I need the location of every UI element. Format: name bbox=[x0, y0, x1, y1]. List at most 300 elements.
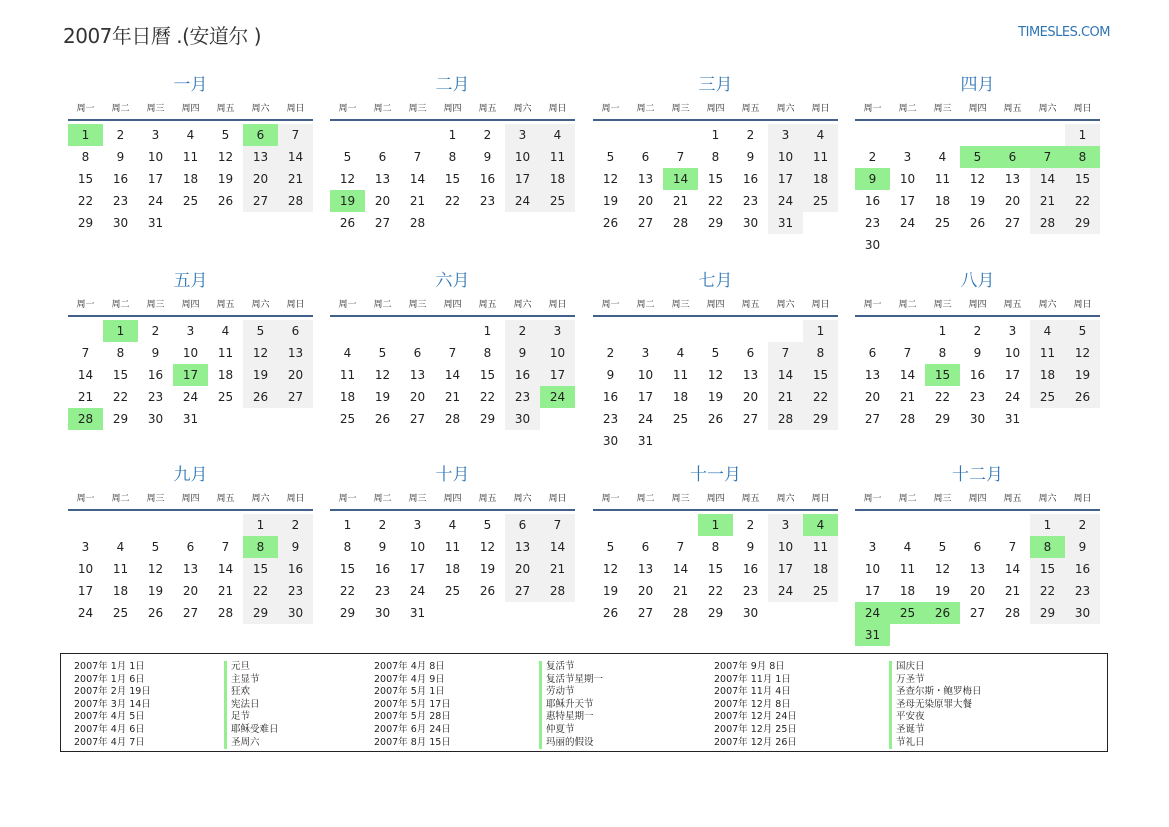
day-cell[interactable]: 11 bbox=[803, 536, 838, 558]
day-cell[interactable]: 21 bbox=[217, 584, 234, 598]
day-cell[interactable]: 20 bbox=[637, 584, 654, 598]
day-cell[interactable]: 27 bbox=[182, 606, 199, 620]
day-cell[interactable]: 1 bbox=[1065, 124, 1100, 146]
day-cell[interactable]: 31 bbox=[409, 606, 426, 620]
day-cell[interactable]: 8 bbox=[483, 346, 492, 360]
day-cell[interactable]: 6 bbox=[413, 346, 422, 360]
day-cell[interactable]: 22 bbox=[444, 194, 461, 208]
day-cell[interactable]: 23 bbox=[479, 194, 496, 208]
day-cell[interactable]: 22 bbox=[77, 194, 94, 208]
day-cell[interactable]: 7 bbox=[768, 342, 803, 364]
day-cell[interactable]: 22 bbox=[1030, 580, 1065, 602]
day-cell[interactable]: 2 bbox=[868, 150, 877, 164]
day-cell[interactable]: 29 bbox=[243, 602, 278, 624]
day-cell[interactable]: 2 bbox=[483, 128, 492, 142]
day-cell[interactable]: 4 bbox=[186, 128, 195, 142]
day-cell[interactable]: 2 bbox=[278, 514, 313, 536]
day-cell[interactable]: 29 bbox=[339, 606, 356, 620]
day-cell[interactable]: 8 bbox=[116, 346, 125, 360]
day-cell[interactable]: 20 bbox=[374, 194, 391, 208]
day-cell[interactable]: 27 bbox=[742, 412, 759, 426]
day-cell[interactable]: 2 bbox=[746, 518, 755, 532]
day-cell[interactable]: 8 bbox=[343, 540, 352, 554]
day-cell[interactable]: 30 bbox=[742, 216, 759, 230]
day-cell[interactable]: 23 bbox=[374, 584, 391, 598]
day-cell[interactable]: 3 bbox=[903, 150, 912, 164]
day-cell[interactable]: 13 bbox=[243, 146, 278, 168]
day-cell[interactable]: 21 bbox=[77, 390, 94, 404]
day-cell[interactable]: 5 bbox=[938, 540, 947, 554]
day-cell[interactable]: 4 bbox=[221, 324, 230, 338]
day-cell[interactable]: 14 bbox=[1004, 562, 1021, 576]
day-cell[interactable]: 7 bbox=[676, 150, 685, 164]
day-cell[interactable]: 5 bbox=[960, 146, 995, 168]
day-cell[interactable]: 24 bbox=[505, 190, 540, 212]
day-cell[interactable]: 3 bbox=[768, 514, 803, 536]
day-cell[interactable]: 24 bbox=[77, 606, 94, 620]
day-cell[interactable]: 26 bbox=[339, 216, 356, 230]
day-cell[interactable]: 23 bbox=[742, 584, 759, 598]
day-cell[interactable]: 12 bbox=[217, 150, 234, 164]
day-cell[interactable]: 28 bbox=[540, 580, 575, 602]
day-cell[interactable]: 20 bbox=[243, 168, 278, 190]
day-cell[interactable]: 31 bbox=[1004, 412, 1021, 426]
day-cell[interactable]: 26 bbox=[707, 412, 724, 426]
day-cell[interactable]: 1 bbox=[711, 128, 720, 142]
day-cell[interactable]: 15 bbox=[1030, 558, 1065, 580]
day-cell[interactable]: 29 bbox=[707, 606, 724, 620]
day-cell[interactable]: 2 bbox=[606, 346, 615, 360]
day-cell[interactable]: 17 bbox=[1004, 368, 1021, 382]
day-cell[interactable]: 5 bbox=[151, 540, 160, 554]
day-cell[interactable]: 11 bbox=[803, 146, 838, 168]
day-cell[interactable]: 17 bbox=[77, 584, 94, 598]
day-cell[interactable]: 18 bbox=[182, 172, 199, 186]
day-cell[interactable]: 7 bbox=[413, 150, 422, 164]
day-cell[interactable]: 26 bbox=[217, 194, 234, 208]
day-cell[interactable]: 30 bbox=[1065, 602, 1100, 624]
day-cell[interactable]: 24 bbox=[182, 390, 199, 404]
day-cell[interactable]: 13 bbox=[374, 172, 391, 186]
day-cell[interactable]: 14 bbox=[672, 562, 689, 576]
day-cell[interactable]: 18 bbox=[934, 194, 951, 208]
day-cell[interactable]: 17 bbox=[147, 172, 164, 186]
day-cell[interactable]: 1 bbox=[1030, 514, 1065, 536]
day-cell[interactable]: 24 bbox=[768, 580, 803, 602]
day-cell[interactable]: 13 bbox=[969, 562, 986, 576]
day-cell[interactable]: 26 bbox=[147, 606, 164, 620]
day-cell[interactable]: 14 bbox=[444, 368, 461, 382]
day-cell[interactable]: 23 bbox=[112, 194, 129, 208]
day-cell[interactable]: 18 bbox=[803, 558, 838, 580]
day-cell[interactable]: 26 bbox=[602, 216, 619, 230]
day-cell[interactable]: 3 bbox=[868, 540, 877, 554]
day-cell[interactable]: 29 bbox=[803, 408, 838, 430]
day-cell[interactable]: 22 bbox=[479, 390, 496, 404]
day-cell[interactable]: 28 bbox=[278, 190, 313, 212]
day-cell[interactable]: 7 bbox=[221, 540, 230, 554]
day-cell[interactable]: 24 bbox=[147, 194, 164, 208]
day-cell[interactable]: 15 bbox=[479, 368, 496, 382]
day-cell[interactable]: 29 bbox=[1030, 602, 1065, 624]
day-cell[interactable]: 19 bbox=[602, 194, 619, 208]
day-cell[interactable]: 17 bbox=[505, 168, 540, 190]
day-cell[interactable]: 6 bbox=[641, 540, 650, 554]
day-cell[interactable]: 25 bbox=[890, 602, 925, 624]
day-cell[interactable]: 11 bbox=[1030, 342, 1065, 364]
day-cell[interactable]: 12 bbox=[934, 562, 951, 576]
day-cell[interactable]: 25 bbox=[444, 584, 461, 598]
day-cell[interactable]: 16 bbox=[147, 368, 164, 382]
day-cell[interactable]: 1 bbox=[243, 514, 278, 536]
day-cell[interactable]: 22 bbox=[243, 580, 278, 602]
day-cell[interactable]: 20 bbox=[969, 584, 986, 598]
day-cell[interactable]: 12 bbox=[374, 368, 391, 382]
day-cell[interactable]: 3 bbox=[768, 124, 803, 146]
day-cell[interactable]: 23 bbox=[147, 390, 164, 404]
day-cell[interactable]: 12 bbox=[339, 172, 356, 186]
day-cell[interactable]: 30 bbox=[742, 606, 759, 620]
day-cell[interactable]: 9 bbox=[278, 536, 313, 558]
day-cell[interactable]: 18 bbox=[672, 390, 689, 404]
day-cell[interactable]: 26 bbox=[479, 584, 496, 598]
day-cell[interactable]: 9 bbox=[855, 168, 890, 190]
day-cell[interactable]: 15 bbox=[707, 562, 724, 576]
day-cell[interactable]: 28 bbox=[768, 408, 803, 430]
day-cell[interactable]: 8 bbox=[448, 150, 457, 164]
day-cell[interactable]: 30 bbox=[278, 602, 313, 624]
day-cell[interactable]: 2 bbox=[746, 128, 755, 142]
day-cell[interactable]: 8 bbox=[243, 536, 278, 558]
day-cell[interactable]: 5 bbox=[243, 320, 278, 342]
day-cell[interactable]: 4 bbox=[903, 540, 912, 554]
day-cell[interactable]: 8 bbox=[1030, 536, 1065, 558]
day-cell[interactable]: 16 bbox=[742, 172, 759, 186]
day-cell[interactable]: 8 bbox=[803, 342, 838, 364]
day-cell[interactable]: 21 bbox=[1004, 584, 1021, 598]
day-cell[interactable]: 3 bbox=[186, 324, 195, 338]
day-cell[interactable]: 15 bbox=[243, 558, 278, 580]
day-cell[interactable]: 5 bbox=[483, 518, 492, 532]
day-cell[interactable]: 8 bbox=[711, 540, 720, 554]
day-cell[interactable]: 30 bbox=[112, 216, 129, 230]
day-cell[interactable]: 24 bbox=[540, 386, 575, 408]
day-cell[interactable]: 27 bbox=[409, 412, 426, 426]
day-cell[interactable]: 11 bbox=[934, 172, 951, 186]
day-cell[interactable]: 4 bbox=[448, 518, 457, 532]
day-cell[interactable]: 19 bbox=[243, 364, 278, 386]
day-cell[interactable]: 10 bbox=[637, 368, 654, 382]
day-cell[interactable]: 13 bbox=[742, 368, 759, 382]
day-cell[interactable]: 19 bbox=[147, 584, 164, 598]
day-cell[interactable]: 1 bbox=[938, 324, 947, 338]
day-cell[interactable]: 4 bbox=[116, 540, 125, 554]
day-cell[interactable]: 20 bbox=[637, 194, 654, 208]
day-cell[interactable]: 20 bbox=[182, 584, 199, 598]
day-cell[interactable]: 22 bbox=[707, 584, 724, 598]
day-cell[interactable]: 3 bbox=[81, 540, 90, 554]
day-cell[interactable]: 14 bbox=[409, 172, 426, 186]
day-cell[interactable]: 16 bbox=[374, 562, 391, 576]
day-cell[interactable]: 16 bbox=[505, 364, 540, 386]
day-cell[interactable]: 10 bbox=[540, 342, 575, 364]
day-cell[interactable]: 5 bbox=[606, 540, 615, 554]
day-cell[interactable]: 3 bbox=[413, 518, 422, 532]
day-cell[interactable]: 3 bbox=[505, 124, 540, 146]
day-cell[interactable]: 25 bbox=[217, 390, 234, 404]
day-cell[interactable]: 7 bbox=[540, 514, 575, 536]
day-cell[interactable]: 14 bbox=[77, 368, 94, 382]
day-cell[interactable]: 5 bbox=[221, 128, 230, 142]
day-cell[interactable]: 4 bbox=[1030, 320, 1065, 342]
day-cell[interactable]: 16 bbox=[864, 194, 881, 208]
day-cell[interactable]: 24 bbox=[768, 190, 803, 212]
day-cell[interactable]: 19 bbox=[1065, 364, 1100, 386]
day-cell[interactable]: 19 bbox=[374, 390, 391, 404]
day-cell[interactable]: 9 bbox=[378, 540, 387, 554]
day-cell[interactable]: 9 bbox=[483, 150, 492, 164]
day-cell[interactable]: 8 bbox=[81, 150, 90, 164]
day-cell[interactable]: 7 bbox=[903, 346, 912, 360]
day-cell[interactable]: 20 bbox=[864, 390, 881, 404]
day-cell[interactable]: 4 bbox=[803, 124, 838, 146]
day-cell[interactable]: 11 bbox=[182, 150, 199, 164]
day-cell[interactable]: 27 bbox=[278, 386, 313, 408]
day-cell[interactable]: 16 bbox=[1065, 558, 1100, 580]
day-cell[interactable]: 27 bbox=[505, 580, 540, 602]
day-cell[interactable]: 7 bbox=[448, 346, 457, 360]
day-cell[interactable]: 24 bbox=[899, 216, 916, 230]
day-cell[interactable]: 11 bbox=[217, 346, 234, 360]
day-cell[interactable]: 26 bbox=[602, 606, 619, 620]
day-cell[interactable]: 25 bbox=[112, 606, 129, 620]
day-cell[interactable]: 25 bbox=[540, 190, 575, 212]
day-cell[interactable]: 4 bbox=[540, 124, 575, 146]
day-cell[interactable]: 28 bbox=[672, 216, 689, 230]
day-cell[interactable]: 17 bbox=[864, 584, 881, 598]
day-cell[interactable]: 10 bbox=[1004, 346, 1021, 360]
day-cell[interactable]: 4 bbox=[343, 346, 352, 360]
day-cell[interactable]: 25 bbox=[803, 190, 838, 212]
day-cell[interactable]: 31 bbox=[182, 412, 199, 426]
day-cell[interactable]: 31 bbox=[147, 216, 164, 230]
day-cell[interactable]: 10 bbox=[77, 562, 94, 576]
day-cell[interactable]: 26 bbox=[969, 216, 986, 230]
day-cell[interactable]: 12 bbox=[969, 172, 986, 186]
day-cell[interactable]: 25 bbox=[803, 580, 838, 602]
day-cell[interactable]: 14 bbox=[768, 364, 803, 386]
day-cell[interactable]: 18 bbox=[217, 368, 234, 382]
day-cell[interactable]: 6 bbox=[995, 146, 1030, 168]
day-cell[interactable]: 25 bbox=[934, 216, 951, 230]
day-cell[interactable]: 30 bbox=[602, 434, 619, 448]
day-cell[interactable]: 16 bbox=[278, 558, 313, 580]
day-cell[interactable]: 10 bbox=[182, 346, 199, 360]
day-cell[interactable]: 12 bbox=[602, 562, 619, 576]
day-cell[interactable]: 6 bbox=[186, 540, 195, 554]
day-cell[interactable]: 12 bbox=[147, 562, 164, 576]
day-cell[interactable]: 13 bbox=[637, 172, 654, 186]
day-cell[interactable]: 8 bbox=[938, 346, 947, 360]
day-cell[interactable]: 27 bbox=[969, 606, 986, 620]
day-cell[interactable]: 12 bbox=[602, 172, 619, 186]
day-cell[interactable]: 12 bbox=[243, 342, 278, 364]
day-cell[interactable]: 27 bbox=[637, 216, 654, 230]
day-cell[interactable]: 12 bbox=[479, 540, 496, 554]
day-cell[interactable]: 15 bbox=[1065, 168, 1100, 190]
day-cell[interactable]: 14 bbox=[663, 168, 698, 190]
day-cell[interactable]: 9 bbox=[606, 368, 615, 382]
day-cell[interactable]: 13 bbox=[505, 536, 540, 558]
day-cell[interactable]: 21 bbox=[444, 390, 461, 404]
day-cell[interactable]: 6 bbox=[868, 346, 877, 360]
day-cell[interactable]: 30 bbox=[969, 412, 986, 426]
day-cell[interactable]: 26 bbox=[243, 386, 278, 408]
day-cell[interactable]: 17 bbox=[637, 390, 654, 404]
day-cell[interactable]: 4 bbox=[938, 150, 947, 164]
day-cell[interactable]: 23 bbox=[864, 216, 881, 230]
day-cell[interactable]: 19 bbox=[217, 172, 234, 186]
day-cell[interactable]: 8 bbox=[1065, 146, 1100, 168]
day-cell[interactable]: 25 bbox=[182, 194, 199, 208]
day-cell[interactable]: 1 bbox=[803, 320, 838, 342]
day-cell[interactable]: 31 bbox=[768, 212, 803, 234]
day-cell[interactable]: 2 bbox=[1065, 514, 1100, 536]
day-cell[interactable]: 4 bbox=[803, 514, 838, 536]
day-cell[interactable]: 16 bbox=[602, 390, 619, 404]
day-cell[interactable]: 20 bbox=[278, 364, 313, 386]
day-cell[interactable]: 16 bbox=[112, 172, 129, 186]
day-cell[interactable]: 22 bbox=[339, 584, 356, 598]
day-cell[interactable]: 18 bbox=[803, 168, 838, 190]
day-cell[interactable]: 7 bbox=[1008, 540, 1017, 554]
day-cell[interactable]: 1 bbox=[698, 514, 733, 536]
day-cell[interactable]: 24 bbox=[855, 602, 890, 624]
day-cell[interactable]: 23 bbox=[742, 194, 759, 208]
day-cell[interactable]: 28 bbox=[444, 412, 461, 426]
day-cell[interactable]: 23 bbox=[969, 390, 986, 404]
day-cell[interactable]: 23 bbox=[505, 386, 540, 408]
day-cell[interactable]: 4 bbox=[676, 346, 685, 360]
day-cell[interactable]: 28 bbox=[68, 408, 103, 430]
day-cell[interactable]: 1 bbox=[483, 324, 492, 338]
day-cell[interactable]: 28 bbox=[1004, 606, 1021, 620]
day-cell[interactable]: 22 bbox=[803, 386, 838, 408]
day-cell[interactable]: 25 bbox=[1030, 386, 1065, 408]
day-cell[interactable]: 9 bbox=[505, 342, 540, 364]
day-cell[interactable]: 22 bbox=[934, 390, 951, 404]
day-cell[interactable]: 19 bbox=[934, 584, 951, 598]
day-cell[interactable]: 27 bbox=[864, 412, 881, 426]
day-cell[interactable]: 2 bbox=[151, 324, 160, 338]
day-cell[interactable]: 6 bbox=[973, 540, 982, 554]
day-cell[interactable]: 5 bbox=[711, 346, 720, 360]
day-cell[interactable]: 10 bbox=[505, 146, 540, 168]
day-cell[interactable]: 29 bbox=[934, 412, 951, 426]
day-cell[interactable]: 9 bbox=[1065, 536, 1100, 558]
day-cell[interactable]: 15 bbox=[112, 368, 129, 382]
day-cell[interactable]: 19 bbox=[479, 562, 496, 576]
day-cell[interactable]: 10 bbox=[864, 562, 881, 576]
day-cell[interactable]: 3 bbox=[540, 320, 575, 342]
day-cell[interactable]: 18 bbox=[1030, 364, 1065, 386]
day-cell[interactable]: 3 bbox=[1008, 324, 1017, 338]
day-cell[interactable]: 17 bbox=[899, 194, 916, 208]
day-cell[interactable]: 3 bbox=[151, 128, 160, 142]
day-cell[interactable]: 20 bbox=[1004, 194, 1021, 208]
day-cell[interactable]: 21 bbox=[768, 386, 803, 408]
day-cell[interactable]: 2 bbox=[973, 324, 982, 338]
day-cell[interactable]: 5 bbox=[606, 150, 615, 164]
day-cell[interactable]: 6 bbox=[378, 150, 387, 164]
day-cell[interactable]: 17 bbox=[540, 364, 575, 386]
day-cell[interactable]: 10 bbox=[768, 536, 803, 558]
day-cell[interactable]: 1 bbox=[343, 518, 352, 532]
day-cell[interactable]: 29 bbox=[112, 412, 129, 426]
day-cell[interactable]: 14 bbox=[540, 536, 575, 558]
day-cell[interactable]: 21 bbox=[1030, 190, 1065, 212]
day-cell[interactable]: 31 bbox=[637, 434, 654, 448]
day-cell[interactable]: 13 bbox=[409, 368, 426, 382]
day-cell[interactable]: 14 bbox=[899, 368, 916, 382]
day-cell[interactable]: 6 bbox=[243, 124, 278, 146]
day-cell[interactable]: 20 bbox=[742, 390, 759, 404]
day-cell[interactable]: 21 bbox=[278, 168, 313, 190]
day-cell[interactable]: 30 bbox=[864, 238, 881, 252]
day-cell[interactable]: 18 bbox=[112, 584, 129, 598]
day-cell[interactable]: 22 bbox=[707, 194, 724, 208]
day-cell[interactable]: 28 bbox=[672, 606, 689, 620]
day-cell[interactable]: 16 bbox=[742, 562, 759, 576]
day-cell[interactable]: 23 bbox=[602, 412, 619, 426]
day-cell[interactable]: 27 bbox=[1004, 216, 1021, 230]
day-cell[interactable]: 20 bbox=[505, 558, 540, 580]
day-cell[interactable]: 27 bbox=[374, 216, 391, 230]
day-cell[interactable]: 27 bbox=[243, 190, 278, 212]
day-cell[interactable]: 21 bbox=[672, 194, 689, 208]
day-cell[interactable]: 28 bbox=[1030, 212, 1065, 234]
day-cell[interactable]: 29 bbox=[707, 216, 724, 230]
day-cell[interactable]: 15 bbox=[803, 364, 838, 386]
day-cell[interactable]: 2 bbox=[378, 518, 387, 532]
day-cell[interactable]: 21 bbox=[672, 584, 689, 598]
day-cell[interactable]: 25 bbox=[672, 412, 689, 426]
day-cell[interactable]: 7 bbox=[676, 540, 685, 554]
day-cell[interactable]: 14 bbox=[278, 146, 313, 168]
day-cell[interactable]: 3 bbox=[641, 346, 650, 360]
day-cell[interactable]: 9 bbox=[746, 150, 755, 164]
day-cell[interactable]: 15 bbox=[339, 562, 356, 576]
day-cell[interactable]: 6 bbox=[746, 346, 755, 360]
day-cell[interactable]: 30 bbox=[147, 412, 164, 426]
day-cell[interactable]: 7 bbox=[1030, 146, 1065, 168]
day-cell[interactable]: 11 bbox=[112, 562, 129, 576]
day-cell[interactable]: 19 bbox=[969, 194, 986, 208]
day-cell[interactable]: 23 bbox=[1065, 580, 1100, 602]
day-cell[interactable]: 30 bbox=[505, 408, 540, 430]
day-cell[interactable]: 13 bbox=[1004, 172, 1021, 186]
day-cell[interactable]: 11 bbox=[540, 146, 575, 168]
day-cell[interactable]: 14 bbox=[1030, 168, 1065, 190]
day-cell[interactable]: 16 bbox=[479, 172, 496, 186]
site-link[interactable]: TIMESLES.COM bbox=[1018, 25, 1110, 40]
day-cell[interactable]: 18 bbox=[339, 390, 356, 404]
day-cell[interactable]: 29 bbox=[1065, 212, 1100, 234]
day-cell[interactable]: 18 bbox=[444, 562, 461, 576]
day-cell[interactable]: 16 bbox=[969, 368, 986, 382]
day-cell[interactable]: 11 bbox=[444, 540, 461, 554]
day-cell[interactable]: 2 bbox=[116, 128, 125, 142]
